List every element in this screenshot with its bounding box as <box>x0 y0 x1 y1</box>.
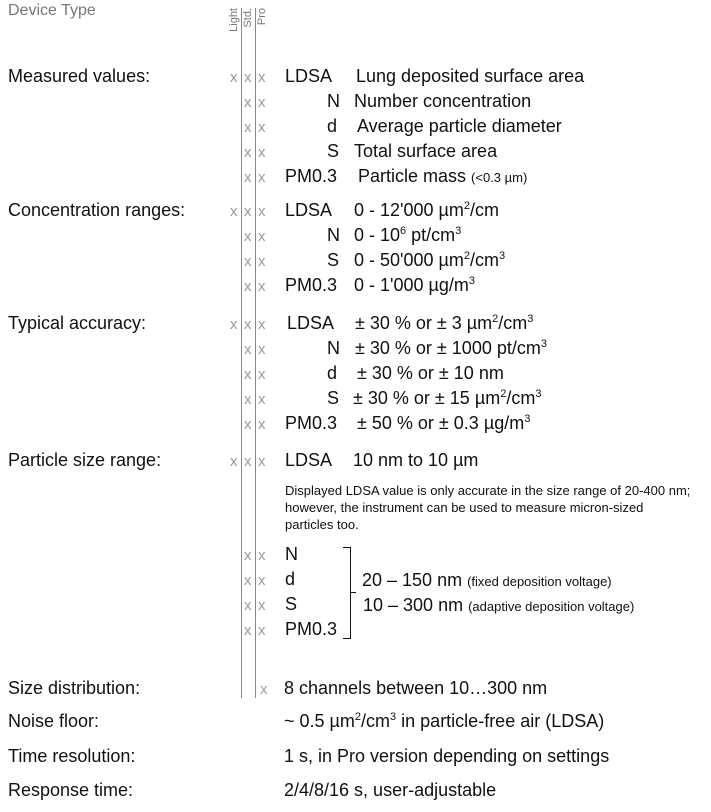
std-mark: x <box>244 228 252 245</box>
std-mark: x <box>244 144 252 161</box>
grouped-key: PM0.3 <box>285 619 338 639</box>
light-mark: x <box>230 453 238 470</box>
time-resolution-value: 1 s, in Pro version depending on settings <box>284 746 610 766</box>
size-range-value: 10 nm to 10 µm <box>353 450 479 470</box>
range-key: S <box>327 250 340 270</box>
std-mark: x <box>244 203 252 220</box>
pro-mark: x <box>258 391 266 408</box>
measure-key: PM0.3 <box>285 166 338 186</box>
column-divider-light-std <box>241 8 242 698</box>
pro-mark: x <box>260 681 268 698</box>
pro-mark: x <box>258 547 266 564</box>
label-response-time: Response time: <box>8 780 134 800</box>
std-mark: x <box>244 278 252 295</box>
light-mark: x <box>230 203 238 220</box>
accuracy-value: ± 50 % or ± 0.3 $\mu g/m^3$ <box>357 413 531 433</box>
column-header-light: Light <box>228 8 240 32</box>
size-range-adaptive: 10 – 300 nm (adaptive deposition voltage) <box>363 595 635 615</box>
range-value: 0 - 12'000 µm$^2$/cm <box>354 200 499 220</box>
measure-value: Average particle diameter <box>357 116 562 136</box>
accuracy-value: ± 30 % or ± 3 $\mu m^2/cm^3$ <box>355 313 534 333</box>
label-size-distribution: Size distribution: <box>8 678 141 698</box>
section-label-accuracy: Typical accuracy: <box>8 313 147 333</box>
pro-mark: x <box>258 119 266 136</box>
range-key: LDSA <box>285 200 333 220</box>
std-mark: x <box>244 366 252 383</box>
range-value: 0 - 1'000 $\mu g/m^3$ <box>354 275 475 295</box>
accuracy-value: ± 30 % or ± 15 $\mu m^2/cm^3$ <box>353 388 542 408</box>
accuracy-key: LDSA <box>287 313 335 333</box>
std-mark: x <box>244 597 252 614</box>
pro-mark: x <box>258 253 266 270</box>
pro-mark: x <box>258 572 266 589</box>
pro-mark: x <box>258 316 266 333</box>
accuracy-key: S <box>327 388 340 408</box>
pro-mark: x <box>258 416 266 433</box>
pro-mark: x <box>258 453 266 470</box>
measure-key: S <box>327 141 340 161</box>
measure-value: Total surface area <box>354 141 498 161</box>
range-value: 0 - 50'000 $\mu m^2/cm^3$ <box>354 250 506 270</box>
light-mark: x <box>230 316 238 333</box>
section-label-concentration: Concentration ranges: <box>8 200 186 220</box>
grouped-key: S <box>285 594 298 614</box>
response-time-value: 2/4/8/16 s, user-adjustable <box>284 780 497 800</box>
pro-mark: x <box>258 203 266 220</box>
range-key: N <box>327 225 340 245</box>
range-value: $0 - 10^6$ $pt/cm^3$ <box>354 225 462 245</box>
std-mark: x <box>244 572 252 589</box>
pro-mark: x <box>258 69 266 86</box>
column-divider-std-pro <box>255 8 256 698</box>
grouped-key: d <box>285 569 296 589</box>
size-distribution-value: 8 channels between 10…300 nm <box>284 678 548 698</box>
size-range-key: LDSA <box>285 450 333 470</box>
std-mark: x <box>244 316 252 333</box>
std-mark: x <box>244 69 252 86</box>
measure-key: N <box>327 91 340 111</box>
grouping-bracket <box>343 547 351 639</box>
label-noise-floor: Noise floor: <box>8 711 100 731</box>
device-type-title: Device Type <box>8 2 96 19</box>
grouping-bracket-tick <box>350 592 356 593</box>
std-mark: x <box>244 547 252 564</box>
column-header-std: Std. <box>242 8 254 28</box>
accuracy-key: d <box>327 363 338 383</box>
std-mark: x <box>244 94 252 111</box>
std-mark: x <box>244 622 252 639</box>
measure-value: Particle mass (<0.3 µm) <box>358 166 528 186</box>
std-mark: x <box>244 391 252 408</box>
pro-mark: x <box>258 228 266 245</box>
section-label-measured: Measured values: <box>8 66 151 86</box>
measure-key: d <box>327 116 338 136</box>
pro-mark: x <box>258 597 266 614</box>
std-mark: x <box>244 453 252 470</box>
measure-value: Lung deposited surface area <box>356 66 585 86</box>
pro-mark: x <box>258 169 266 186</box>
std-mark: x <box>244 341 252 358</box>
range-key: PM0.3 <box>285 275 338 295</box>
measure-key: LDSA <box>285 66 333 86</box>
accuracy-value: ± 30 % or ± 1000 $pt/cm^3$ <box>355 338 547 358</box>
std-mark: x <box>244 253 252 270</box>
size-range-fixed: 20 – 150 nm (fixed deposition voltage) <box>362 570 612 590</box>
measure-note: (<0.3 µm) <box>471 170 528 185</box>
pro-mark: x <box>258 622 266 639</box>
accuracy-value: ± 30 % or ± 10 nm <box>357 363 504 383</box>
pro-mark: x <box>258 144 266 161</box>
accuracy-key: N <box>327 338 340 358</box>
section-label-size-range: Particle size range: <box>8 450 162 470</box>
column-header-pro: Pro <box>256 8 268 26</box>
std-mark: x <box>244 416 252 433</box>
std-mark: x <box>244 119 252 136</box>
accuracy-key: PM0.3 <box>285 413 338 433</box>
label-time-resolution: Time resolution: <box>8 746 136 766</box>
pro-mark: x <box>258 278 266 295</box>
size-range-note: Displayed LDSA value is only accurate in the size range of 20-400 nm; however, the instrument can be used to measure micron-sized particles too. <box>285 483 691 532</box>
pro-mark: x <box>258 366 266 383</box>
measure-value: Number concentration <box>354 91 532 111</box>
light-mark: x <box>230 69 238 86</box>
pro-mark: x <box>258 94 266 111</box>
pro-mark: x <box>258 341 266 358</box>
grouped-key: N <box>285 544 298 564</box>
noise-floor-value: ~ 0.5 $\mu m^2/cm^3$ in particle-free air (LDSA) <box>284 711 605 731</box>
std-mark: x <box>244 169 252 186</box>
